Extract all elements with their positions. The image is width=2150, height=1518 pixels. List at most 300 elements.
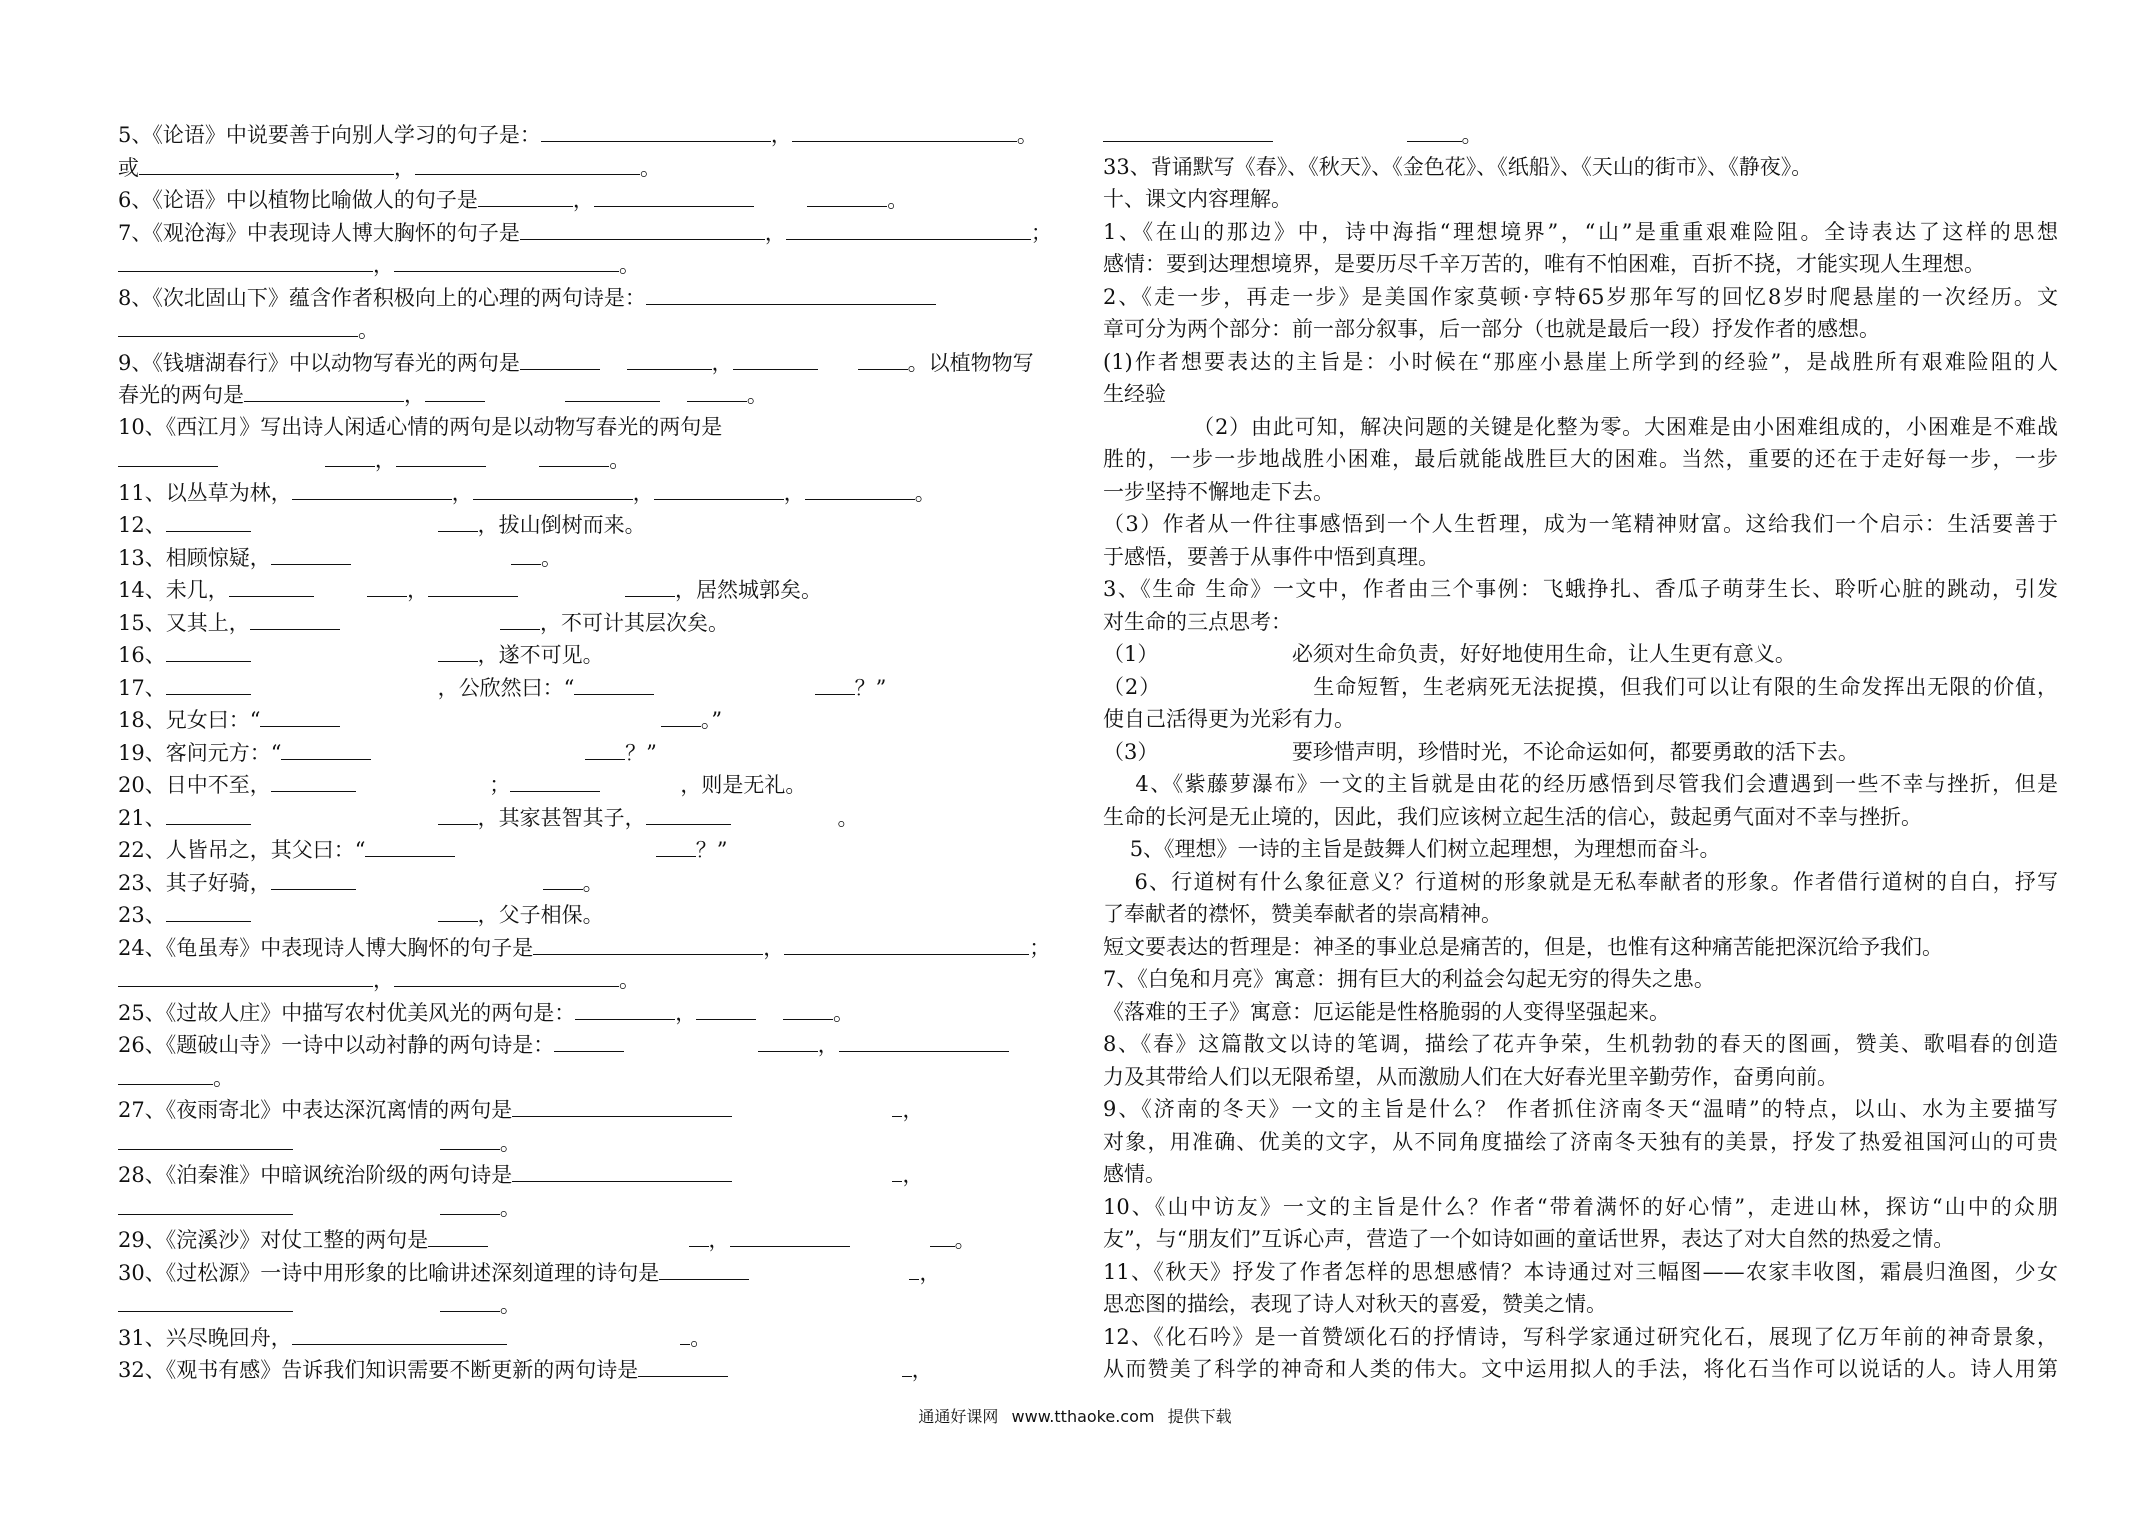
answer-blank[interactable] xyxy=(839,1028,1009,1052)
left-line xyxy=(118,801,1068,834)
left-text: 28、《泊秦淮》中暗讽统治阶级的两句诗是 xyxy=(118,1163,513,1187)
answer-blank[interactable] xyxy=(696,996,756,1020)
left-text: 。 xyxy=(609,448,631,472)
left-text: 。 xyxy=(887,188,909,212)
left-text: 。 xyxy=(640,155,661,180)
left-line xyxy=(118,606,1068,639)
left-text: 。 xyxy=(499,1293,521,1317)
right-line xyxy=(1103,411,2058,444)
right-text: 友”，与“朋友们”互诉心声，营造了一个如诗如画的童话世界，表达了对大自然的热爱之情。 xyxy=(1103,1227,1955,1251)
left-text: 。” xyxy=(700,708,723,732)
left-text xyxy=(251,513,438,537)
answer-blank[interactable] xyxy=(244,378,404,402)
right-line xyxy=(1103,1321,2058,1354)
answer-blank[interactable] xyxy=(139,151,394,175)
answer-blank[interactable] xyxy=(118,1288,293,1312)
answer-blank[interactable] xyxy=(625,573,675,597)
right-column xyxy=(1103,118,2058,1386)
left-text: 。 xyxy=(1016,123,1038,147)
left-line xyxy=(118,1288,1068,1321)
left-text xyxy=(624,1033,758,1057)
answer-blank[interactable] xyxy=(118,1191,293,1215)
answer-blank[interactable] xyxy=(260,703,340,727)
right-text: 5、《理想》一诗的主旨是鼓舞人们树立起理想，为理想而奋斗。 xyxy=(1103,837,1721,861)
left-text: ， xyxy=(632,480,654,505)
left-text: 18、兄女曰：“ xyxy=(118,708,261,732)
right-line xyxy=(1103,996,2058,1029)
answer-blank[interactable] xyxy=(281,736,371,760)
left-text xyxy=(314,578,367,602)
left-line xyxy=(118,1256,1068,1289)
answer-blank[interactable] xyxy=(565,378,660,402)
right-text: 7、《白兔和月亮》寓意：拥有巨大的利益会勾起无穷的得失之患。 xyxy=(1103,967,1715,991)
left-line xyxy=(118,573,1068,606)
answer-blank[interactable] xyxy=(792,118,1017,142)
left-text xyxy=(455,838,655,862)
left-text: 。 xyxy=(954,1228,976,1252)
answer-blank[interactable] xyxy=(438,801,478,825)
left-text: ， xyxy=(451,480,473,505)
left-text xyxy=(754,188,807,212)
answer-blank[interactable] xyxy=(909,1256,919,1280)
answer-blank[interactable] xyxy=(118,248,373,272)
left-text: 7、《观沧海》中表现诗人博大胸怀的句子是 xyxy=(118,220,520,245)
answer-blank[interactable] xyxy=(166,508,251,532)
left-line xyxy=(118,346,1068,379)
answer-blank[interactable] xyxy=(428,1223,488,1247)
left-text: 21、 xyxy=(118,805,166,830)
left-text: ， xyxy=(763,935,785,960)
answer-blank[interactable] xyxy=(118,1061,213,1085)
left-text: 6、《论语》中以植物比喻做人的句子是 xyxy=(118,188,478,212)
left-text: ，则是无礼。 xyxy=(600,773,807,797)
left-line xyxy=(118,1093,1068,1126)
answer-blank[interactable] xyxy=(166,638,251,662)
left-text: ， xyxy=(394,155,415,180)
left-text xyxy=(293,1196,440,1220)
left-text: ， xyxy=(407,578,429,602)
right-text: 33、背诵默写《春》、《秋天》、《金色花》、《纸船》、《天山的街市》、《静夜》。 xyxy=(1103,154,1813,179)
answer-blank[interactable] xyxy=(930,1223,955,1247)
right-line xyxy=(1103,118,2058,151)
left-line xyxy=(118,378,1068,411)
left-text: ， xyxy=(919,1260,941,1285)
right-text: 1、《在山的那边》中，诗中海指“理想境界”，“山”是重重艰难险阻。全诗表达了这样的思想 xyxy=(1103,219,2058,244)
right-line xyxy=(1103,898,2058,931)
left-text xyxy=(654,676,814,700)
answer-blank[interactable] xyxy=(118,443,218,467)
left-text: ，不可计其层次矣。 xyxy=(539,610,729,635)
answer-blank[interactable] xyxy=(394,248,619,272)
left-text: 11、以丛草为林， xyxy=(118,480,292,505)
left-text: ， xyxy=(404,383,425,407)
answer-blank[interactable] xyxy=(689,1223,709,1247)
right-text: （3）作者从一件往事感悟到一个人生哲理，成为一笔精神财富。这给我们一个启示：生活要善于 xyxy=(1103,512,2058,536)
right-line xyxy=(1103,378,2058,411)
right-text: 9、《济南的冬天》一文的主旨是什么？ 作者抓住济南冬天“温晴”的特点，以山、水为主要描写 xyxy=(1103,1097,2058,1121)
left-text xyxy=(728,1358,902,1382)
left-text: ， xyxy=(572,188,594,212)
answer-blank[interactable] xyxy=(646,281,936,305)
answer-blank[interactable] xyxy=(365,833,455,857)
right-text: 生命的长河是无止境的，因此，我们应该树立起生活的信心，鼓起勇气面对不幸与挫折。 xyxy=(1103,804,1922,829)
answer-blank[interactable] xyxy=(543,866,583,890)
answer-blank[interactable] xyxy=(271,541,351,565)
answer-blank[interactable] xyxy=(166,898,251,922)
left-text: ， xyxy=(770,123,792,147)
left-text: ， xyxy=(374,448,396,472)
answer-blank[interactable] xyxy=(656,833,696,857)
left-line xyxy=(118,1028,1068,1061)
answer-blank[interactable] xyxy=(118,963,373,987)
right-line xyxy=(1103,736,2058,769)
answer-blank[interactable] xyxy=(541,118,771,142)
left-text: ， xyxy=(817,1033,839,1057)
left-text: 春光的两句是 xyxy=(118,383,244,407)
left-text xyxy=(293,1293,440,1317)
right-line xyxy=(1103,281,2058,314)
left-line xyxy=(118,151,1068,184)
left-line xyxy=(118,1321,1068,1354)
left-line xyxy=(118,476,1068,509)
left-line xyxy=(118,281,1068,314)
answer-blank[interactable] xyxy=(858,346,908,370)
left-text xyxy=(251,903,438,927)
left-text: 13、相顾惊疑， xyxy=(118,545,271,570)
left-text: ； xyxy=(355,773,511,797)
answer-blank[interactable] xyxy=(166,671,251,695)
left-text xyxy=(371,741,585,765)
answer-blank[interactable] xyxy=(271,768,356,792)
right-text: 胜的，一步一步地战胜小困难，最后就能战胜巨大的困难。当然，重要的还在于走好每一步，一步 xyxy=(1103,447,2058,471)
left-text: 5、《论语》中说要善于向别人学习的句子是： xyxy=(118,123,541,147)
right-text: 10、《山中访友》一文的主旨是什么？作者“带着满怀的好心情”，走进山林，探访“山中的众朋 xyxy=(1103,1194,2058,1219)
right-text xyxy=(1273,123,1407,147)
right-line xyxy=(1103,866,2058,899)
left-text xyxy=(356,871,543,895)
right-line xyxy=(1103,573,2058,606)
answer-blank[interactable] xyxy=(892,1093,902,1117)
left-text: 。 xyxy=(619,968,640,992)
right-text: 力及其带给人们以无限希望，从而激励人们在大好春光里辛勤劳作，奋勇向前。 xyxy=(1103,1064,1838,1089)
right-line xyxy=(1103,216,2058,249)
left-text: 27、《夜雨寄北》中表达深沉离情的两句是 xyxy=(118,1098,513,1122)
left-line xyxy=(118,1158,1068,1191)
footer-suffix: 提供下载 xyxy=(1167,1407,1232,1426)
answer-blank[interactable] xyxy=(473,476,633,500)
right-text: 对象，用准确、优美的文字，从不同角度描绘了济南冬天独有的美景，抒发了热爱祖国河山的可贵 xyxy=(1103,1129,2058,1154)
answer-blank[interactable] xyxy=(118,313,358,337)
answer-blank[interactable] xyxy=(892,1158,902,1182)
right-line xyxy=(1103,248,2058,281)
left-text: ？” xyxy=(695,838,728,862)
right-text: 8、《春》这篇散文以诗的笔调，描绘了花卉争荣，生机勃勃的春天的图画，赞美、歌唱春的创造 xyxy=(1103,1032,2058,1056)
left-line xyxy=(118,931,1068,964)
answer-blank[interactable] xyxy=(786,216,1031,240)
answer-blank[interactable] xyxy=(438,638,478,662)
left-line xyxy=(118,1223,1068,1256)
left-line xyxy=(118,411,1068,444)
left-text xyxy=(251,806,438,830)
left-text xyxy=(818,351,858,375)
right-line xyxy=(1103,346,2058,379)
right-text: 感情。 xyxy=(1103,1162,1166,1186)
right-text: 感情：要到达理想境界，是要历尽千辛万苦的，唯有不怕困难，百折不挠，才能实现人生理想。 xyxy=(1103,252,1985,276)
right-line xyxy=(1103,1158,2058,1191)
answer-blank[interactable] xyxy=(394,963,619,987)
right-line xyxy=(1103,1223,2058,1256)
right-line xyxy=(1103,541,2058,574)
answer-blank[interactable] xyxy=(758,1028,818,1052)
right-text: 11、《秋天》抒发了作者怎样的思想感情？本诗通过对三幅图——农家丰收图，霜晨归渔图，少女 xyxy=(1103,1259,2058,1284)
answer-blank[interactable] xyxy=(271,866,356,890)
left-line xyxy=(118,313,1068,346)
answer-blank[interactable] xyxy=(440,1126,500,1150)
left-line xyxy=(118,1191,1068,1224)
right-text: 使自己活得更为光彩有力。 xyxy=(1103,707,1355,731)
left-text: 。 xyxy=(619,253,640,277)
right-line xyxy=(1103,931,2058,964)
answer-blank[interactable] xyxy=(627,346,712,370)
left-text: ， xyxy=(708,1228,730,1252)
answer-blank[interactable] xyxy=(783,996,833,1020)
left-line xyxy=(118,866,1068,899)
left-line xyxy=(118,638,1068,671)
left-text: ， xyxy=(373,968,394,992)
answer-blank[interactable] xyxy=(554,1028,624,1052)
left-text: ， xyxy=(783,480,805,505)
left-text: 。以植物物写 xyxy=(907,350,1034,375)
left-text: 23、其子好骑， xyxy=(118,870,271,895)
right-text: 思恋图的描绘，表现了诗人对秋天的喜爱，赞美之情。 xyxy=(1103,1292,1607,1316)
left-text: ， xyxy=(911,1358,933,1382)
left-text xyxy=(732,1098,892,1122)
right-line xyxy=(1103,671,2058,704)
answer-blank[interactable] xyxy=(539,443,609,467)
left-line xyxy=(118,833,1068,866)
left-text xyxy=(351,546,511,570)
left-text: ？” xyxy=(625,740,657,765)
answer-blank[interactable] xyxy=(659,1256,749,1280)
left-text xyxy=(749,1261,909,1285)
left-text: ； xyxy=(1030,220,1052,245)
left-text xyxy=(850,1228,930,1252)
left-text: 。 xyxy=(832,1000,854,1025)
footer-site-name: 通通好课网 xyxy=(918,1407,999,1426)
left-text: 。 xyxy=(499,1195,521,1220)
left-text: 17、 xyxy=(118,675,166,700)
left-text: ； xyxy=(1029,935,1051,960)
right-text: （1） 必须对生命负责，好好地使用生命，让人生更有意义。 xyxy=(1103,642,1796,666)
answer-blank[interactable] xyxy=(574,671,654,695)
answer-blank[interactable] xyxy=(292,1321,507,1345)
left-line xyxy=(118,443,1068,476)
right-line xyxy=(1103,1126,2058,1159)
left-text: 9、《钱塘湖春行》中以动物写春光的两句是 xyxy=(118,350,520,375)
left-text: ，遂不可见。 xyxy=(477,643,604,667)
left-text: ，拔山倒树而来。 xyxy=(477,513,646,537)
left-text xyxy=(756,1001,783,1025)
left-line xyxy=(118,541,1068,574)
left-text xyxy=(340,708,660,732)
right-line xyxy=(1103,476,2058,509)
right-text: 6、行道树有什么象征意义？行道树的形象就是无私奉献者的形象。作者借行道树的自白，抒写 xyxy=(1103,869,2058,894)
left-text xyxy=(600,351,627,375)
answer-blank[interactable] xyxy=(680,1321,690,1345)
answer-blank[interactable] xyxy=(438,508,478,532)
answer-blank[interactable] xyxy=(511,541,541,565)
left-text: 32、《观书有感》告诉我们知识需要不断更新的两句诗是 xyxy=(118,1358,639,1382)
left-text: ， xyxy=(711,350,733,375)
left-text: 23、 xyxy=(118,903,166,927)
left-text xyxy=(660,383,687,407)
answer-blank[interactable] xyxy=(815,671,855,695)
answer-blank[interactable] xyxy=(575,996,675,1020)
left-text: 。 xyxy=(213,1065,234,1090)
answer-blank[interactable] xyxy=(1103,118,1273,142)
right-text: （2）由此可知，解决问题的关键是化整为零。大困难是由小困难组成的，小困难是不难战 xyxy=(1103,414,2058,439)
answer-blank[interactable] xyxy=(687,378,747,402)
left-text: 19、客问元方：“ xyxy=(118,740,282,765)
left-text xyxy=(340,611,500,635)
answer-blank[interactable] xyxy=(733,346,818,370)
left-line xyxy=(118,671,1068,704)
left-line xyxy=(118,1061,1068,1094)
answer-blank[interactable] xyxy=(784,931,1029,955)
answer-blank[interactable] xyxy=(250,606,340,630)
answer-blank[interactable] xyxy=(807,183,887,207)
left-text: 16、 xyxy=(118,643,166,667)
answer-blank[interactable] xyxy=(638,1353,728,1377)
answer-blank[interactable] xyxy=(520,346,600,370)
left-text xyxy=(732,1163,892,1187)
answer-blank[interactable] xyxy=(425,378,485,402)
answer-blank[interactable] xyxy=(661,703,701,727)
answer-blank[interactable] xyxy=(594,183,754,207)
left-line xyxy=(118,1353,1068,1386)
right-text: （2） 生命短暂，生老病死无法捉摸，但我们可以让有限的生命发挥出无限的价值， xyxy=(1103,674,2058,699)
left-line xyxy=(118,118,1068,151)
right-text: 3、《生命 生命》一文中，作者由三个事例：飞蛾挣扎、香瓜子萌芽生长、聆听心脏的跳动，引发 xyxy=(1103,577,2058,601)
answer-blank[interactable] xyxy=(533,931,763,955)
answer-blank[interactable] xyxy=(730,1223,850,1247)
right-text: 对生命的三点思考： xyxy=(1103,609,1292,634)
left-text: 26、《题破山寺》一诗中以动衬静的两句诗是： xyxy=(118,1033,555,1057)
left-text: ？” xyxy=(854,675,887,700)
answer-blank[interactable] xyxy=(654,476,784,500)
right-line xyxy=(1103,151,2058,184)
answer-blank[interactable] xyxy=(805,476,915,500)
left-text: 31、兴尽晚回舟， xyxy=(118,1325,292,1350)
right-text: 《落难的王子》寓意：厄运能是性格脆弱的人变得坚强起来。 xyxy=(1103,999,1670,1024)
left-text: ， xyxy=(902,1098,924,1122)
answer-blank[interactable] xyxy=(396,443,486,467)
right-line xyxy=(1103,1288,2058,1321)
right-line xyxy=(1103,1191,2058,1224)
left-line xyxy=(118,768,1068,801)
left-text: ， xyxy=(373,253,394,277)
right-text: 从而赞美了科学的神奇和人类的伟大。文中运用拟人的手法，将化石当作可以说话的人。诗人用第 xyxy=(1103,1357,2058,1381)
right-line xyxy=(1103,1061,2058,1094)
left-text: 或 xyxy=(118,155,139,180)
left-text: 12、 xyxy=(118,513,166,537)
footer xyxy=(0,1404,2150,1427)
left-column xyxy=(118,118,1068,1386)
left-line xyxy=(118,963,1068,996)
left-text: 。 xyxy=(358,318,379,342)
answer-blank[interactable] xyxy=(367,573,407,597)
left-text: ，其家甚智其子， xyxy=(477,805,646,830)
right-text: 4、《紫藤萝瀑布》一文的主旨就是由花的经历感悟到尽管我们会遭遇到一些不幸与挫折，但是 xyxy=(1103,772,2058,796)
right-text: 于感悟，要善于从事件中悟到真理。 xyxy=(1103,544,1439,569)
left-text: 10、《西江月》写出诗人闲适心情的两句是以动物写春光的两句是 xyxy=(118,414,723,439)
left-text xyxy=(518,578,625,602)
right-text: 章可分为两个部分：前一部分叙事，后一部分（也就是最后一段）抒发作者的感想。 xyxy=(1103,317,1880,341)
answer-blank[interactable] xyxy=(440,1288,500,1312)
right-line xyxy=(1103,1028,2058,1061)
left-text xyxy=(485,383,565,407)
left-text xyxy=(251,643,438,667)
right-text: （3） 要珍惜声明，珍惜时光，不论命运如何，都要勇敢的活下去。 xyxy=(1103,739,1859,764)
left-line xyxy=(118,898,1068,931)
left-text: 20、日中不至， xyxy=(118,773,271,797)
left-line xyxy=(118,996,1068,1029)
answer-blank[interactable] xyxy=(428,573,518,597)
answer-blank[interactable] xyxy=(229,573,314,597)
answer-blank[interactable] xyxy=(585,736,625,760)
answer-blank[interactable] xyxy=(325,443,375,467)
left-text: 24、《龟虽寿》中表现诗人博大胸怀的句子是 xyxy=(118,935,534,960)
left-text: 14、未几， xyxy=(118,578,229,602)
answer-blank[interactable] xyxy=(510,768,600,792)
right-line xyxy=(1103,443,2058,476)
answer-blank[interactable] xyxy=(500,606,540,630)
right-text: 12、《化石吟》是一首赞颂化石的抒情诗，写科学家通过研究化石，展现了亿万年前的神奇景象， xyxy=(1103,1324,2058,1349)
answer-blank[interactable] xyxy=(1407,118,1462,142)
left-text: ， xyxy=(675,1000,697,1025)
right-text: 生经验 xyxy=(1103,382,1166,406)
left-text: 。 xyxy=(914,480,936,505)
right-text: 一步坚持不懈地走下去。 xyxy=(1103,479,1334,504)
left-text xyxy=(488,1228,688,1252)
answer-blank[interactable] xyxy=(292,476,452,500)
answer-blank[interactable] xyxy=(440,1191,500,1215)
left-text xyxy=(293,1131,440,1155)
left-text: 22、人皆吊之，其父曰：“ xyxy=(118,838,366,862)
answer-blank[interactable] xyxy=(512,1093,732,1117)
left-text: 。 xyxy=(690,1325,712,1350)
answer-blank[interactable] xyxy=(478,183,573,207)
right-text: 。 xyxy=(1461,123,1483,147)
answer-blank[interactable] xyxy=(520,216,765,240)
left-text xyxy=(218,448,325,472)
answer-blank[interactable] xyxy=(415,151,640,175)
right-line xyxy=(1103,313,2058,346)
right-text: 2、《走一步，再走一步》是美国作家莫顿·亨特65岁那年写的回忆8岁时爬悬崖的一次经历。文 xyxy=(1103,284,2058,309)
answer-blank[interactable] xyxy=(118,1126,293,1150)
answer-blank[interactable] xyxy=(512,1158,732,1182)
left-text: 30、《过松源》一诗中用形象的比喻讲述深刻道理的诗句是 xyxy=(118,1260,660,1285)
right-line xyxy=(1103,638,2058,671)
answer-blank[interactable] xyxy=(166,801,251,825)
right-line xyxy=(1103,768,2058,801)
answer-blank[interactable] xyxy=(646,801,731,825)
answer-blank[interactable] xyxy=(438,898,478,922)
answer-blank[interactable] xyxy=(902,1353,912,1377)
left-text: 29、《浣溪沙》对仗工整的两句是 xyxy=(118,1228,429,1252)
footer-url[interactable]: www.tthaoke.com xyxy=(1011,1407,1155,1426)
right-line xyxy=(1103,963,2058,996)
